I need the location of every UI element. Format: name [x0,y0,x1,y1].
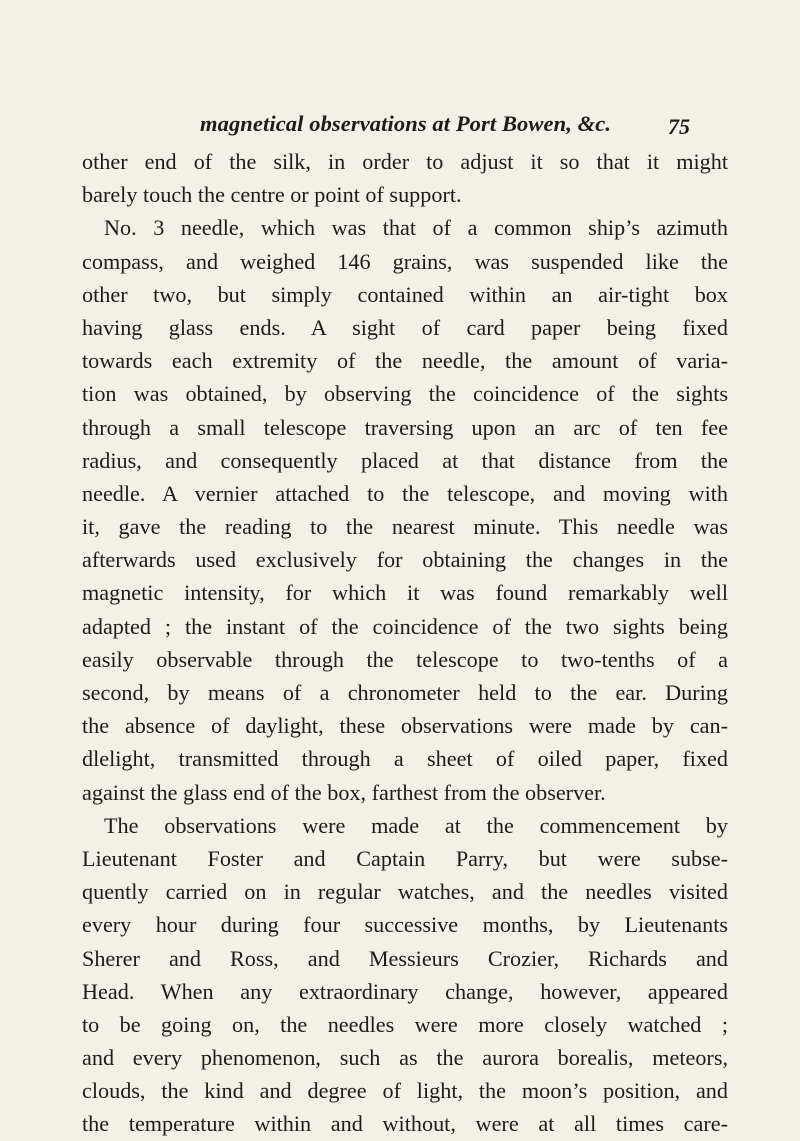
text-line-14: magnetic intensity, for which it was found remarkably well [82,580,728,606]
text-line-24: every hour during four successive months, by Lieutenants [82,912,728,938]
text-line-15: adapted ; the instant of the coincidence of the two sights being [82,613,728,639]
text-line-1: other end of the silk, in order to adjust it so that it might [82,149,728,174]
text-line-3: No. 3 needle, which was that of a common ship’s azimuth [104,215,728,241]
text-line-11: needle. A vernier attached to the telescope, and moving with [82,480,728,506]
text-line-13: afterwards used exclusively for obtaining the changes in the [82,547,728,573]
text-line-28: and every phenomenon, such as the aurora borealis, meteors, [82,1045,728,1071]
text-line-26: Head. When any extraordinary change, however, appeared [82,978,728,1004]
text-line-17: second, by means of a chronometer held to the ear. During [82,680,728,705]
body-text [82,145,728,1141]
text-line-6: having glass ends. A sight of card paper being fixed [82,314,728,340]
text-line-22: Lieutenant Foster and Captain Parry, but were subse- [82,845,728,871]
text-line-18: the absence of daylight, these observations were made by can- [82,713,728,739]
text-line-2: barely touch the centre or point of support. [82,182,462,208]
text-line-7: towards each extremity of the needle, the amount of varia- [82,348,728,374]
text-line-30: the temperature within and without, were at all times care- [82,1111,728,1137]
text-line-19: dlelight, transmitted through a sheet of oiled paper, fixed [82,746,728,772]
text-line-23: quently carried on in regular watches, and the needles visited [82,879,728,905]
text-line-5: other two, but simply contained within an air-tight box [82,281,728,307]
text-line-21: The observations were made at the commencement by [104,812,728,838]
text-line-27: to be going on, the needles were more closely watched ; [82,1011,728,1037]
running-title: magnetical observations at Port Bowen, &c. [200,111,612,136]
text-line-25: Sherer and Ross, and Messieurs Crozier, Richards and [82,945,728,971]
text-line-20: against the glass end of the box, farthest from the observer. [82,779,606,805]
text-line-4: compass, and weighed 146 grains, was suspended like the [82,248,728,274]
text-line-10: radius, and consequently placed at that distance from the [82,447,728,473]
text-line-9: through a small telescope traversing upon an arc of ten fee [82,414,728,440]
text-line-12: it, gave the reading to the nearest minute. This needle was [82,514,728,540]
text-line-29: clouds, the kind and degree of light, the moon’s position, and [82,1078,728,1104]
page-number: 75 [668,114,690,139]
text-line-16: easily observable through the telescope to two-tenths of a [82,646,728,672]
text-line-8: tion was obtained, by observing the coincidence of the sights [82,381,728,407]
